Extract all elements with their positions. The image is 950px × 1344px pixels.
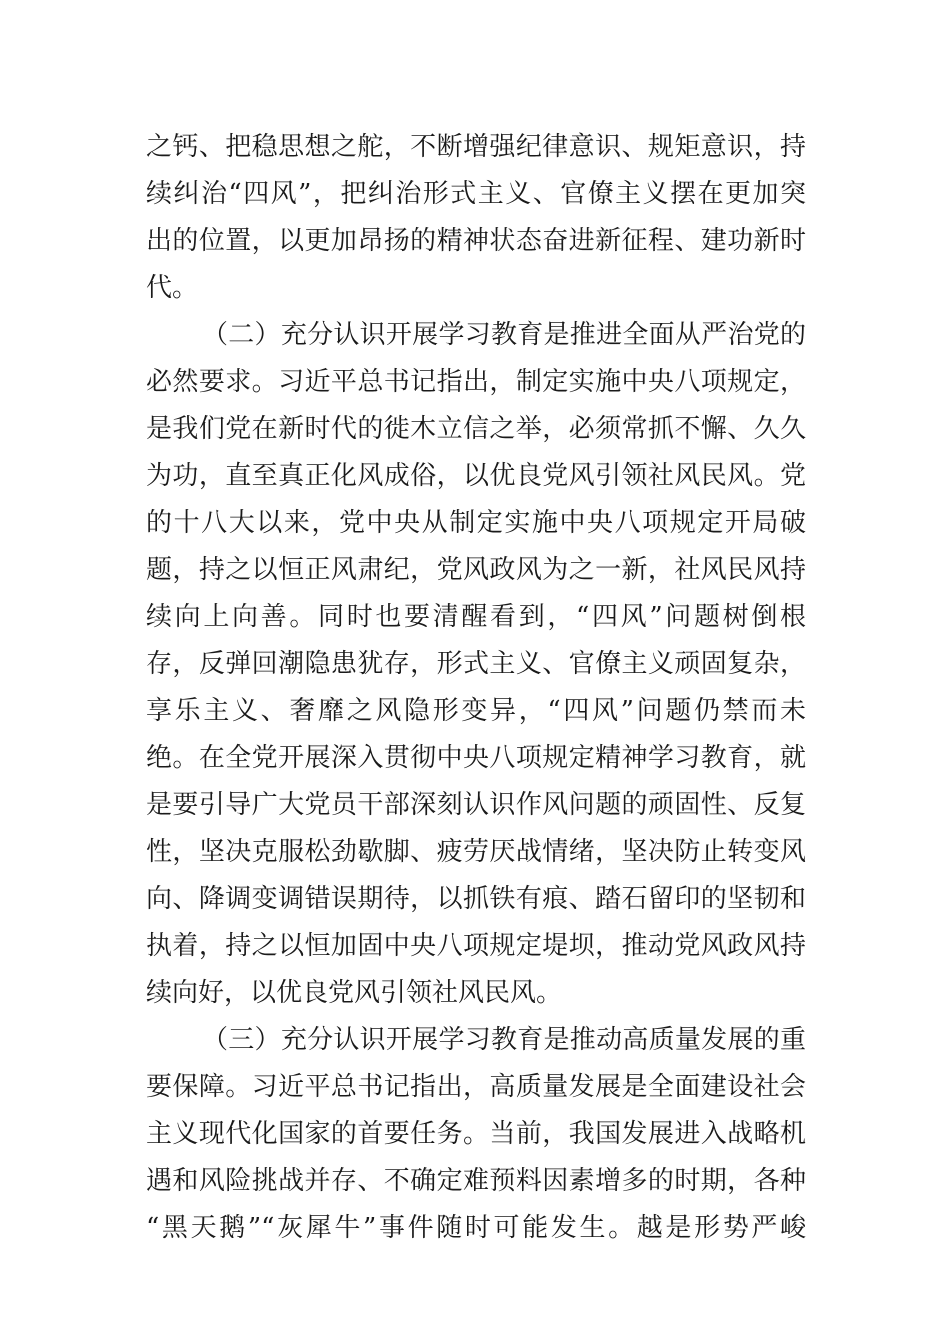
text-line: 是我们党在新时代的徙木立信之举，必须常抓不懈、久久 [146,414,806,444]
text-line: 续纠治“四风”，把纠治形式主义、官僚主义摆在更加突 [146,179,806,209]
text-line: 续向好，以优良党风引领社风民风。 [146,978,563,1008]
paragraph-3 [146,1017,806,1252]
text-line: 必然要求。习近平总书记指出，制定实施中央八项规定， [146,367,806,397]
text-line: “黑天鹅”“灰犀牛”事件随时可能发生。越是形势严峻 [146,1213,806,1243]
text-line: 题，持之以恒正风肃纪，党风政风为之一新，社风民风持 [146,555,806,585]
text-line: 为功，直至真正化风成俗，以优良党风引领社风民风。党 [146,461,806,491]
text-line: 代。 [146,273,199,303]
paragraph-2 [146,312,806,1017]
text-line: 主义现代化国家的首要任务。当前，我国发展进入战略机 [146,1119,806,1149]
text-line: 向、降调变调错误期待，以抓铁有痕、踏石留印的坚韧和 [146,884,806,914]
text-line: 执着，持之以恒加固中央八项规定堤坝，推动党风政风持 [146,931,806,961]
text-line: 绝。在全党开展深入贯彻中央八项规定精神学习教育，就 [146,743,806,773]
text-line: 存，反弹回潮隐患犹存，形式主义、官僚主义顽固复杂， [146,649,806,679]
text-line: 出的位置，以更加昂扬的精神状态奋进新征程、建功新时 [146,226,806,256]
text-line: （二）充分认识开展学习教育是推进全面从严治党的 [202,320,806,350]
text-line: 要保障。习近平总书记指出，高质量发展是全面建设社会 [146,1072,806,1102]
text-line: 的十八大以来，党中央从制定实施中央八项规定开局破 [146,508,806,538]
text-line: 之钙、把稳思想之舵，不断增强纪律意识、规矩意识，持 [146,132,806,162]
text-line: 享乐主义、奢靡之风隐形变异，“四风”问题仍禁而未 [146,696,806,726]
text-line: （三）充分认识开展学习教育是推动高质量发展的重 [202,1025,806,1055]
text-line: 性，坚决克服松劲歇脚、疲劳厌战情绪，坚决防止转变风 [146,837,806,867]
text-line: 是要引导广大党员干部深刻认识作风问题的顽固性、反复 [146,790,806,820]
text-line: 遇和风险挑战并存、不确定难预料因素增多的时期，各种 [146,1166,806,1196]
document-body [146,124,806,1252]
paragraph-1-continuation [146,124,806,312]
text-line: 续向上向善。同时也要清醒看到，“四风”问题树倒根 [146,602,806,632]
